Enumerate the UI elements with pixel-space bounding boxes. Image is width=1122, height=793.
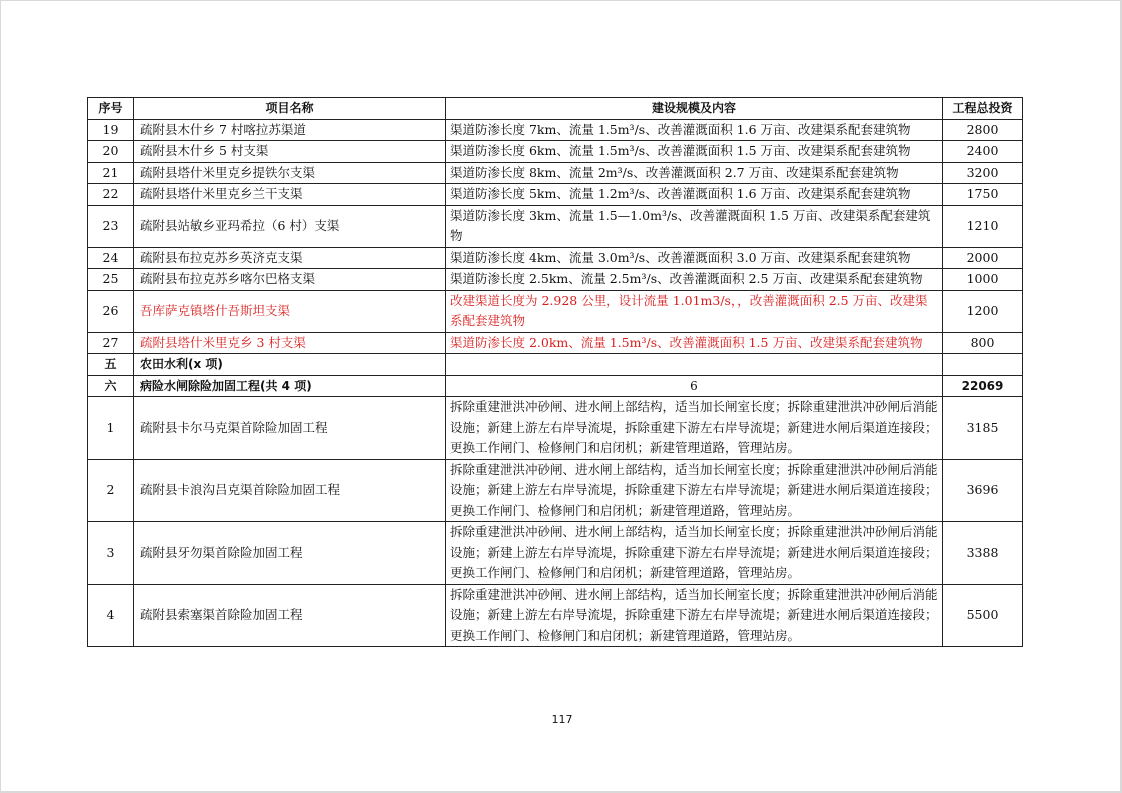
table-row-highlighted <box>88 290 1023 332</box>
table-row <box>88 269 1023 291</box>
section-scope <box>446 354 943 376</box>
total-investment: 3696 <box>943 459 1023 522</box>
total-investment: 2400 <box>943 141 1023 163</box>
project-name: 疏附县塔什米里克乡 3 村支渠 <box>134 332 446 354</box>
project-name: 疏附县卡尔马克渠首除险加固工程 <box>134 397 446 460</box>
section-row <box>88 354 1023 376</box>
row-number: 19 <box>88 119 134 141</box>
section-investment: 22069 <box>943 375 1023 397</box>
construction-scope: 渠道防渗长度 4km、流量 3.0m³/s、改善灌溉面积 3.0 万亩、改建渠系配套建筑物 <box>446 247 943 269</box>
row-number: 4 <box>88 584 134 647</box>
row-number: 24 <box>88 247 134 269</box>
table-row <box>88 397 1023 460</box>
section-title: 农田水利(x 项) <box>134 354 446 376</box>
row-number: 23 <box>88 205 134 247</box>
table-row <box>88 205 1023 247</box>
total-investment: 800 <box>943 332 1023 354</box>
section-number: 五 <box>88 354 134 376</box>
total-investment: 1210 <box>943 205 1023 247</box>
header-construction-scope: 建设规模及内容 <box>446 98 943 120</box>
section-investment <box>943 354 1023 376</box>
total-investment: 3200 <box>943 162 1023 184</box>
project-name: 疏附县塔什米里克乡兰干支渠 <box>134 184 446 206</box>
table-row <box>88 247 1023 269</box>
project-name: 疏附县索塞渠首除险加固工程 <box>134 584 446 647</box>
table-row <box>88 162 1023 184</box>
total-investment: 1750 <box>943 184 1023 206</box>
construction-scope: 渠道防渗长度 6km、流量 1.5m³/s、改善灌溉面积 1.5 万亩、改建渠系配套建筑物 <box>446 141 943 163</box>
page-number: 117 <box>551 713 573 726</box>
row-number: 27 <box>88 332 134 354</box>
row-number: 20 <box>88 141 134 163</box>
construction-scope: 渠道防渗长度 3km、流量 1.5—1.0m³/s、改善灌溉面积 1.5 万亩、改建渠系配套建筑物 <box>446 205 943 247</box>
header-total-investment: 工程总投资 <box>943 98 1023 120</box>
project-name: 疏附县塔什米里克乡提铁尔支渠 <box>134 162 446 184</box>
project-name: 疏附县木什乡 7 村喀拉苏渠道 <box>134 119 446 141</box>
construction-scope: 改建渠道长度为 2.928 公里，设计流量 1.01m3/s，，改善灌溉面积 2.5 万亩、改建渠系配套建筑物 <box>446 290 943 332</box>
table-row <box>88 522 1023 585</box>
construction-scope: 拆除重建泄洪冲砂闸、进水闸上部结构，适当加长闸室长度；拆除重建泄洪冲砂闸后消能设施；新建上游左右岸导流堤，拆除重建下游左右岸导流堤；新建进水闸后渠道连接段；更换工作闸门、检修闸门和启闭机；新建管理道路，管理站房。 <box>446 584 943 647</box>
total-investment: 3388 <box>943 522 1023 585</box>
total-investment: 1200 <box>943 290 1023 332</box>
section-title: 病险水闸除险加固工程(共 4 项) <box>134 375 446 397</box>
project-name: 疏附县木什乡 5 村支渠 <box>134 141 446 163</box>
construction-scope: 渠道防渗长度 2.0km、流量 1.5m³/s、改善灌溉面积 1.5 万亩、改建渠系配套建筑物 <box>446 332 943 354</box>
row-number: 3 <box>88 522 134 585</box>
total-investment: 5500 <box>943 584 1023 647</box>
total-investment: 1000 <box>943 269 1023 291</box>
row-number: 25 <box>88 269 134 291</box>
construction-scope: 拆除重建泄洪冲砂闸、进水闸上部结构，适当加长闸室长度；拆除重建泄洪冲砂闸后消能设施；新建上游左右岸导流堤，拆除重建下游左右岸导流堤；新建进水闸后渠道连接段；更换工作闸门、检修闸门和启闭机；新建管理道路，管理站房。 <box>446 397 943 460</box>
row-number: 1 <box>88 397 134 460</box>
project-name: 疏附县布拉克苏乡喀尔巴格支渠 <box>134 269 446 291</box>
section-row <box>88 375 1023 397</box>
table-row <box>88 119 1023 141</box>
table-row-highlighted <box>88 332 1023 354</box>
total-investment: 2800 <box>943 119 1023 141</box>
section-number: 六 <box>88 375 134 397</box>
construction-scope: 渠道防渗长度 2.5km、流量 2.5m³/s、改善灌溉面积 2.5 万亩、改建渠系配套建筑物 <box>446 269 943 291</box>
header-project-name: 项目名称 <box>134 98 446 120</box>
document-page <box>1 1 1120 791</box>
row-number: 21 <box>88 162 134 184</box>
project-table <box>87 97 1023 647</box>
construction-scope: 渠道防渗长度 8km、流量 2m³/s、改善灌溉面积 2.7 万亩、改建渠系配套建筑物 <box>446 162 943 184</box>
table-row <box>88 141 1023 163</box>
header-serial-number: 序号 <box>88 98 134 120</box>
table-row <box>88 584 1023 647</box>
section-scope: 6 <box>446 375 943 397</box>
construction-scope: 拆除重建泄洪冲砂闸、进水闸上部结构，适当加长闸室长度；拆除重建泄洪冲砂闸后消能设施；新建上游左右岸导流堤，拆除重建下游左右岸导流堤；新建进水闸后渠道连接段；更换工作闸门、检修闸门和启闭机；新建管理道路，管理站房。 <box>446 522 943 585</box>
construction-scope: 渠道防渗长度 7km、流量 1.5m³/s、改善灌溉面积 1.6 万亩、改建渠系配套建筑物 <box>446 119 943 141</box>
table-header-row <box>88 98 1023 120</box>
table-row <box>88 184 1023 206</box>
row-number: 2 <box>88 459 134 522</box>
row-number: 22 <box>88 184 134 206</box>
project-name: 疏附县站敏乡亚玛希拉（6 村）支渠 <box>134 205 446 247</box>
total-investment: 2000 <box>943 247 1023 269</box>
project-name: 疏附县牙勿渠首除险加固工程 <box>134 522 446 585</box>
construction-scope: 拆除重建泄洪冲砂闸、进水闸上部结构，适当加长闸室长度；拆除重建泄洪冲砂闸后消能设施；新建上游左右岸导流堤，拆除重建下游左右岸导流堤；新建进水闸后渠道连接段；更换工作闸门、检修闸门和启闭机；新建管理道路，管理站房。 <box>446 459 943 522</box>
project-name: 疏附县布拉克苏乡英济克支渠 <box>134 247 446 269</box>
project-name: 吾库萨克镇塔什吾斯坦支渠 <box>134 290 446 332</box>
project-name: 疏附县卡浪沟吕克渠首除险加固工程 <box>134 459 446 522</box>
construction-scope: 渠道防渗长度 5km、流量 1.2m³/s、改善灌溉面积 1.6 万亩、改建渠系配套建筑物 <box>446 184 943 206</box>
total-investment: 3185 <box>943 397 1023 460</box>
table-row <box>88 459 1023 522</box>
row-number: 26 <box>88 290 134 332</box>
